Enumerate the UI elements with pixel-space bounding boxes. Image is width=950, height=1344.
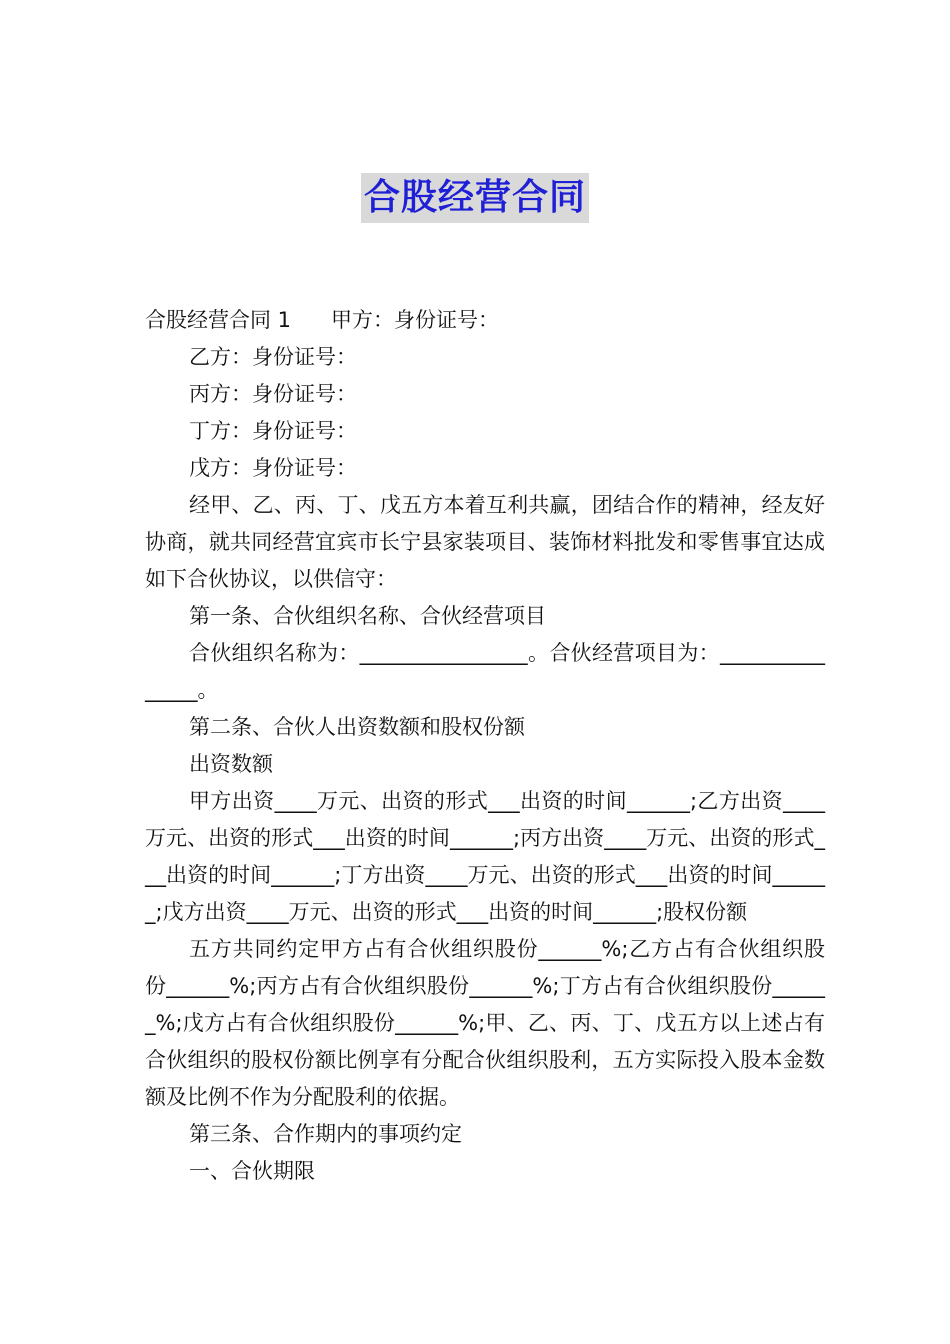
contract-heading: 合股经营合同 1 [145, 308, 292, 332]
intro-paragraph: 经甲、乙、丙、丁、戊五方本着互利共赢，团结合作的精神，经友好协商，就共同经营宜宾市长宁县家装项目、装饰材料批发和零售事宜达成如下合伙协议，以供信守： [145, 493, 825, 591]
party-d-line: 丁方：身份证号： [189, 419, 357, 443]
document-body [145, 302, 825, 1190]
article-3-subtitle: 一、合伙期限 [189, 1159, 315, 1183]
article-2-title: 第二条、合伙人出资数额和股权份额 [189, 715, 525, 739]
title-container [0, 173, 950, 223]
party-b-line: 乙方：身份证号： [189, 345, 357, 369]
party-e-line: 戊方：身份证号： [189, 456, 357, 480]
article-2-text: 甲方出资____万元、出资的形式___出资的时间______;乙方出资____万元、出资的形式___出资的时间______;丙方出资____万元、出资的形式___出资的时间______;丁方出资____万元、出资的形式___出资的时间______;戊方出资____万元、出资的形式___出资的时间______;股权份额 [145, 789, 825, 924]
party-a-line: 甲方：身份证号： [331, 308, 500, 332]
article-2-share: 五方共同约定甲方占有合伙组织股份______%;乙方占有合伙组织股份______%;丙方占有合伙组织股份______%;丁方占有合伙组织股份______%;戊方占有合伙组织股份______%;甲、乙、丙、丁、戊五方以上述占有合伙组织的股权份额比例享有分配合伙组织股利，五方实际投入股本金数额及比例不作为分配股利的依据。 [145, 937, 825, 1109]
article-1-text: 合伙组织名称为：________________。合伙经营项目为：_______________。 [145, 641, 825, 702]
article-1-title: 第一条、合伙组织名称、合伙经营项目 [189, 604, 546, 628]
document-title: 合股经营合同 [361, 173, 589, 223]
party-c-line: 丙方：身份证号： [189, 382, 357, 406]
first-line [145, 302, 825, 339]
article-3-title: 第三条、合作期内的事项约定 [189, 1122, 462, 1146]
article-2-subtitle: 出资数额 [189, 752, 273, 776]
